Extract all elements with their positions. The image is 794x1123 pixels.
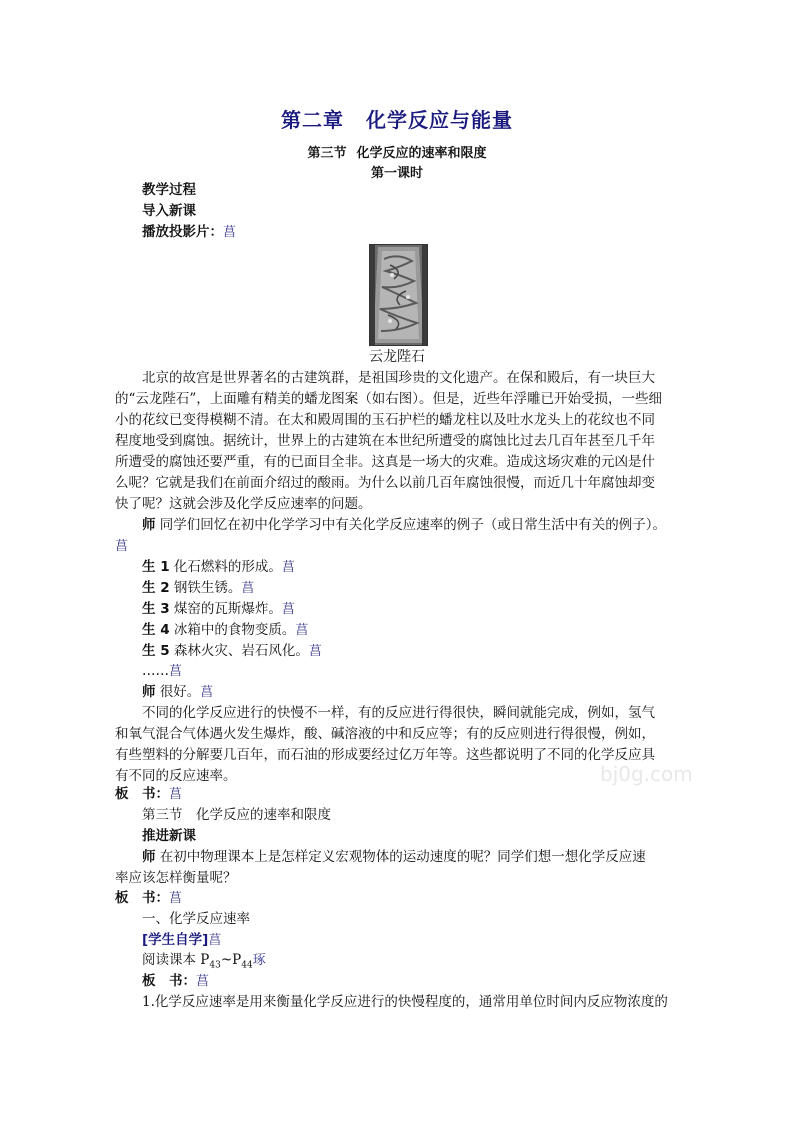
paragraph-line: 快了呢？这就会涉及化学反应速率的问题。	[115, 496, 372, 512]
mark-glyph: 菖	[223, 225, 237, 240]
answer-text: 化石燃料的形成。	[173, 559, 282, 575]
speaker-label: 师	[142, 684, 156, 700]
paragraph-line: 程度地受到腐蚀。据统计，世界上的古建筑在本世纪所遭受的腐蚀比过去几百年甚至几千年	[115, 433, 655, 449]
mark-glyph: 菖	[169, 787, 183, 802]
board-note	[115, 888, 182, 909]
section-title	[0, 142, 794, 161]
section-number: 第三节	[307, 146, 347, 161]
mark-glyph: 菖	[308, 644, 322, 659]
answer-text: 煤窑的瓦斯爆炸。	[173, 601, 282, 617]
definition-line: 1.化学反应速率是用来衡量化学反应进行的快慢程度的，通常用单位时间内反应物浓度的	[142, 994, 668, 1010]
board-label: 板 书：	[115, 786, 169, 802]
paragraph-line: 么呢？它就是我们在前面介绍过的酸雨。为什么以前几百年腐蚀很慢，而近几十年腐蚀却变	[115, 475, 655, 491]
paragraph-line: 北京的故宫是世界著名的古建筑群，是祖国珍贵的文化遗产。在保和殿后，有一块巨大	[142, 370, 655, 386]
section-name: 化学反应的速率和限度	[356, 146, 487, 161]
mark-glyph: 菖	[281, 560, 295, 575]
board-note	[142, 971, 209, 992]
page-end: 44	[241, 960, 253, 971]
answer-text: 森林火灾、岩石风化。	[173, 643, 309, 659]
paragraph-line: 有不同的反应速率。	[115, 768, 237, 784]
board-text: 第三节 化学反应的速率和限度	[142, 807, 331, 823]
speaker-label: 师	[142, 517, 156, 533]
speaker-label: 生 4	[142, 622, 170, 638]
speaker-label: 生 3	[142, 601, 170, 617]
lesson-title: 第一课时	[370, 166, 423, 181]
slide-label: 播放投影片：	[142, 224, 223, 240]
board-label: 板 书：	[142, 973, 196, 989]
paragraph-line: 和氧气混合气体遇火发生爆炸，酸、碱溶液的中和反应等；有的反应则进行得很慢，例如，	[115, 726, 655, 742]
paragraph-line: 所遭受的腐蚀还要严重，有的已面目全非。这真是一场大的灾难。造成这场灾难的元凶是什	[115, 454, 655, 470]
chapter-title	[0, 104, 794, 133]
mark-glyph: 菖	[208, 933, 222, 948]
subsection-heading: 一、化学反应速率	[142, 911, 250, 927]
paragraph-line: 不同的化学反应进行的快慢不一样，有的反应进行得很快，瞬间就能完成，例如，氢气	[142, 705, 655, 721]
speaker-label: 生 5	[142, 643, 170, 659]
reading-prefix: 阅读课本 P	[142, 952, 210, 968]
answer-text: 冰箱中的食物变质。	[173, 622, 296, 638]
teacher-question	[142, 847, 646, 868]
advance-heading: 推进新课	[142, 828, 196, 844]
board-label: 板 书：	[115, 890, 169, 906]
teacher-text: 同学们回忆在初中化学学习中有关化学反应速率的例子（或日常生活中有关的例子）。	[159, 517, 667, 533]
mark-glyph: 琢	[252, 953, 266, 968]
stone-image	[370, 245, 427, 345]
mark-glyph: 菖	[115, 539, 129, 554]
teaching-process-heading: 教学过程	[142, 182, 196, 198]
mark-glyph: 菖	[169, 664, 183, 679]
chapter-name: 化学反应与能量	[366, 108, 513, 132]
student-answer	[142, 599, 295, 620]
speaker-label: 生 1	[142, 559, 170, 575]
mark-glyph: 菖	[200, 685, 214, 700]
speaker-label: 师	[142, 849, 156, 865]
mark-glyph: 菖	[241, 581, 255, 596]
mark-glyph: 菖	[295, 623, 309, 638]
paragraph-line: 小的花纹已变得模糊不清。在太和殿周围的玉石护栏的蟠龙柱以及吐水龙头上的花纹也不同	[115, 412, 655, 428]
student-answer	[142, 620, 308, 641]
slide-line	[142, 222, 236, 243]
page-start: 43	[209, 960, 221, 971]
student-answer	[142, 641, 322, 662]
speaker-label: 生 2	[142, 580, 170, 596]
ellipsis-line	[142, 661, 182, 682]
student-answer	[142, 557, 295, 578]
intro-new-heading: 导入新课	[142, 203, 196, 219]
teacher-response	[142, 682, 213, 703]
self-study-label: [学生自学]	[142, 932, 209, 948]
watermark: bj0g.com	[600, 762, 693, 786]
mark-glyph: 菖	[196, 974, 210, 989]
reading-dash: ~P	[220, 952, 242, 968]
mark-glyph: 菖	[281, 602, 295, 617]
mark-glyph: 菖	[169, 891, 183, 906]
self-study-line	[142, 930, 221, 951]
photo-caption: 云龙陛石	[369, 349, 425, 365]
board-note	[115, 784, 182, 805]
answer-text: 钢铁生锈。	[173, 580, 242, 596]
paragraph-line: 的“云龙陛石”，上面雕有精美的蟠龙图案（如右图）。但是，近些年浮雕已开始受损，一些细	[115, 391, 663, 407]
chapter-number: 第二章	[281, 108, 344, 132]
paragraph-line: 有些塑料的分解要几百年，而石油的形成要经过亿万年等。这些都说明了不同的化学反应具	[115, 747, 655, 763]
yunlong-stone-photo	[369, 244, 428, 346]
teacher-question	[142, 515, 666, 536]
teacher-text: 很好。	[159, 684, 201, 700]
student-answer	[142, 578, 254, 599]
teacher-text: 在初中物理课本上是怎样定义宏观物体的运动速度的呢？同学们想一想化学反应速	[159, 849, 646, 865]
ellipsis: ……	[142, 663, 169, 679]
teacher-text-continued: 率应该怎样衡量呢？	[115, 870, 237, 886]
